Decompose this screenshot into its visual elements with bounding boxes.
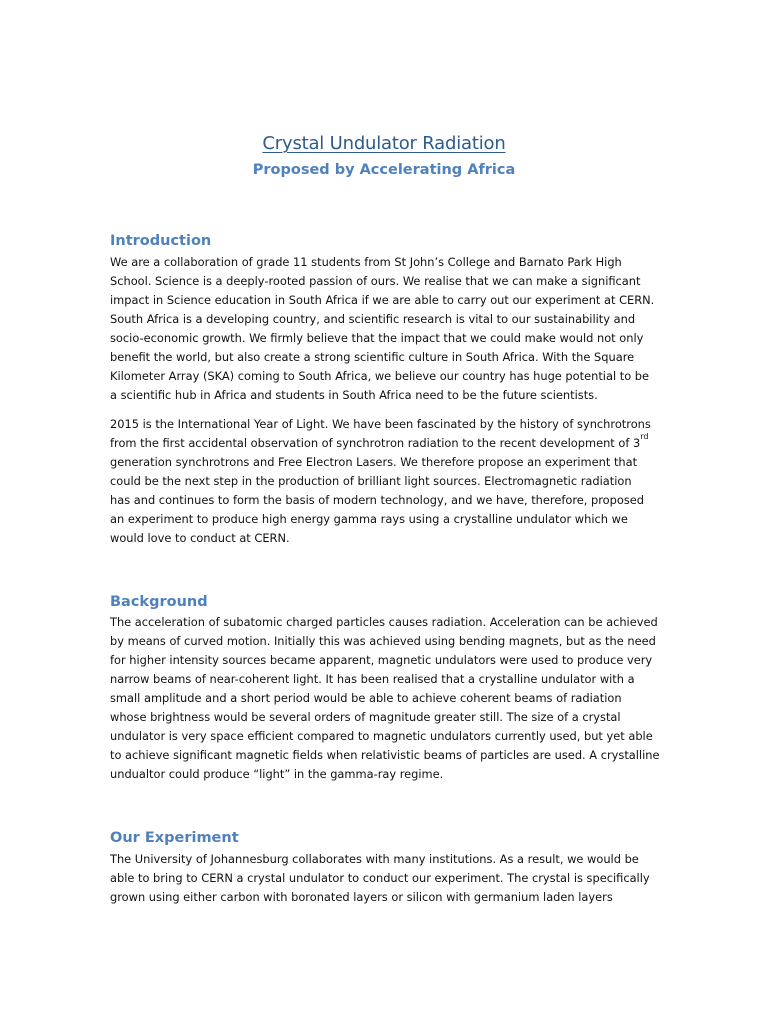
section-heading-background: Background [110,594,208,610]
text-line: socio-economic growth. We firmly believe that the impact that we could make would not only [110,331,644,345]
text-line: The acceleration of subatomic charged particles causes radiation. Acceleration can be achieved [110,615,658,629]
text-line: 2015 is the International Year of Light. We have been fascinated by the history of synchrotrons [110,417,651,431]
text-line: could be the next step in the production of brilliant light sources. Electromagnetic radiation [110,474,632,488]
text-line: South Africa is a developing country, and scientific research is vital to our sustainability and [110,312,636,326]
text-line: Kilometer Array (SKA) coming to South Africa, we believe our country has huge potential to be [110,369,650,383]
text-line: The University of Johannesburg collaborates with many institutions. As a result, we would be [110,852,639,866]
text-line: We are a collaboration of grade 11 students from St John’s College and Barnato Park High [110,255,622,269]
section-heading-introduction: Introduction [110,233,212,249]
introduction-paragraph-1 [110,253,670,405]
text-line: for higher intensity sources became apparent, magnetic undulators were used to produce very [110,653,653,667]
text-line: undualtor could produce “light” in the gamma-ray regime. [110,767,444,781]
text-line: grown using either carbon with boronated layers or silicon with germanium laden layers [110,890,613,904]
text-line: has and continues to form the basis of modern technology, and we have, therefore, proposed [110,493,645,507]
section-heading-our-experiment: Our Experiment [110,830,239,846]
text-line: a scientific hub in Africa and students in South Africa need to be the future scientists. [110,388,598,402]
document-subtitle: Proposed by Accelerating Africa [252,162,516,178]
text-line-body: from the first accidental observation of synchrotron radiation to the recent development of 3 [110,436,641,450]
text-line: School. Science is a deeply-rooted passion of ours. We realise that we can make a significant [110,274,641,288]
text-line: narrow beams of near-coherent light. It has been realised that a crystalline undulator with a [110,672,635,686]
text-line: benefit the world, but also create a strong scientific culture in South Africa. With the Square [110,350,635,364]
text-line: an experiment to produce high energy gamma rays using a crystalline undulator which we [110,512,628,526]
text-line: to achieve significant magnetic fields when relativistic beams of particles are used. A crystalline [110,748,660,762]
text-line: generation synchrotrons and Free Electron Lasers. We therefore propose an experiment that [110,455,638,469]
text-line: able to bring to CERN a crystal undulator to conduct our experiment. The crystal is specifically [110,871,650,885]
text-line: by means of curved motion. Initially this was achieved using bending magnets, but as the need [110,634,656,648]
text-line: would love to conduct at CERN. [110,531,290,545]
text-line [110,434,670,453]
introduction-paragraph-2 [110,415,670,548]
background-paragraph-1 [110,613,670,784]
experiment-paragraph-1 [110,850,670,907]
text-line: small amplitude and a short period would be able to achieve coherent beams of radiation [110,691,622,705]
text-line: impact in Science education in South Africa if we are able to carry out our experiment at CERN. [110,293,655,307]
text-line: undulator is very space efficient compared to magnetic undulators currently used, but yet able [110,729,653,743]
document-title: Crystal Undulator Radiation [262,133,506,154]
ordinal-superscript: rd [640,432,649,441]
text-line: whose brightness would be several orders of magnitude greater still. The size of a crystal [110,710,621,724]
